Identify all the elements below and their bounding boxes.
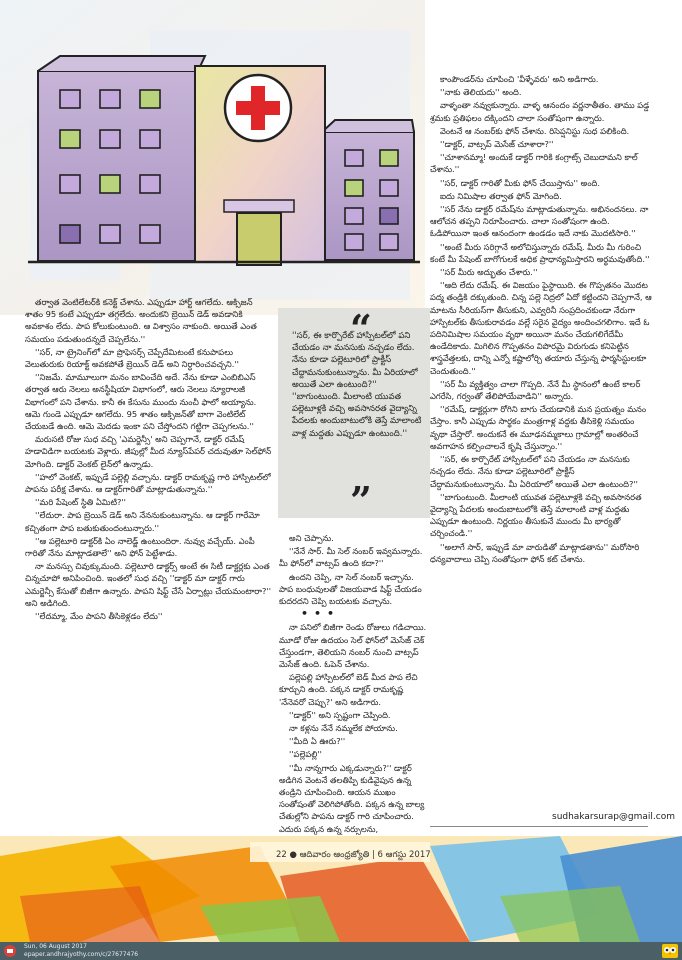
status-date: Sun, 06 August 2017 — [24, 943, 87, 950]
paragraph: తర్వాత వెంటిలేటర్‌కి కనెక్ట్ చేశాను. ఎప్పుడూ హార్ట్ ఆగలేదు. ఆక్సిజన్ శాతం 95 కంటే ఎప్పుడూ తగ్గలేదు. అందుకని బ్రెయిన్ డెడ్ అవడానికి అవకాశం లేదు. పాప కోలుకుంటుంది. ఆ విశ్వాసం నాకుంది. అయితే ఎంత సమయం పడుతుందన్నదే చెప్పలేను.'' — [25, 297, 257, 344]
epaper-status-bar — [0, 942, 682, 960]
paragraph: ''మీది ఏ ఊరు?'' — [289, 736, 346, 747]
paragraph: కాంపౌండర్‌ను చూపించి 'వీళ్ళేవరు' అని అడిగారు. — [440, 74, 599, 84]
hospital-illustration — [0, 0, 425, 315]
paragraph: ''బాగుంటుంది. మీలాంటి యువత పల్లెటూళ్లకి వచ్చి అవసానరత వైద్యాన్ని పేదలకు అందుబాటులోకి తెస్తే మాలాంటి వాళ్ల మద్దతు ఎప్పుడూ ఉంటుంది. నిర్ణయం తీసుకునే ముందు మీ భార్యతో చర్చించండి.'' — [430, 491, 642, 539]
paragraph: ''సర్, ఈ కార్పొరేట్ హాస్పిటల్‌లో పని చేయడం నా మనసుకు నచ్చడం లేదు. నేను కూడా పల్లెటూరిలో ప్రాక్టీస్ చేద్దామనుకుంటున్నాను. మీ ఏరియాలో అయితే ఎలా ఉంటుంది?'' — [430, 454, 638, 489]
quote-close-icon: ” — [350, 478, 372, 523]
paragraph: ''పల్లెపల్లి'' — [289, 749, 322, 760]
paragraph: ''మరి పేషెంట్ స్థితి ఏమిటి?'' — [35, 497, 126, 508]
paragraph: మరుసటి రోజు సుధ వచ్చి 'ఎమర్జెన్సీ' అని చెప్పగానే, డాక్టర్ రమేష్ హడావిడిగా బయటకు వెళ్లారు. జీపుల్లో మీద న్యూస్‌పేపర్ చదువుతూ సెల్‌ఫోన్ మోగింది. డాక్టర్ వెంకట్ లైన్‌లో ఉన్నాడు. — [25, 434, 272, 469]
paragraph: ''డాక్టర్'' అని స్పష్టంగా చెప్పింది. — [289, 709, 391, 720]
paragraph: ''మీ నాన్నగారు ఎక్కడున్నారు?'' డాక్టర్ అడిగిన వెంటనే తలతిప్పి కుడివైపున ఉన్న తండ్రిని చూపించింది. ఆయన ముఖం సంతోషంతో వెలిగిపోతోంది. పక్కన ఉన్న బాల్య చేతుల్లోని పాపను డాక్టర్ గారి చూపించారు. ఎదురు పక్కన ఉన్న నర్సులను, — [279, 762, 425, 834]
paragraph: ''లేదమ్మా, మేం పాపని తీసికెళ్లడం లేదు'' — [35, 611, 163, 622]
page-folio: 22 ● ఆదివారం ఆంధ్రజ్యోతి | 6 ఆగస్టు 2017 — [276, 850, 431, 860]
paragraph: ''నేనే సార్. మీ సెల్ నంబర్ ఇవ్వమన్నారు. మీ ఫోన్‌లో వాట్సప్ ఉంది కదా?'' — [279, 546, 423, 569]
paragraph: అని చెప్పాను. — [289, 533, 334, 543]
paragraph: నా పనిలో బిజీగా రెండు రోజులు గడిచాయి. మూడో రోజు ఉదయం సెల్ ఫోన్‌లో మెసేజ్ చెక్ చేస్తుండగా, తెలియని నంబర్ నుంచి వాట్సప్ మెసేజ్ ఉంది. ఓపెన్ చేశాను. — [279, 622, 427, 670]
paragraph: ''సర్, డాక్టర్ గారితో మీకు ఫోన్ చేయిస్తాను'' అంది. — [440, 177, 601, 188]
paragraph: ''నాకు తెలియదు'' అంది. — [440, 87, 522, 98]
quote-open-icon: “ — [350, 306, 372, 351]
owl-icon[interactable] — [662, 944, 678, 958]
andhrajyothy-logo-icon — [3, 944, 17, 958]
paragraph: పల్లెపల్లి హాస్పిటల్‌లో బెడ్‌ మీద పాప లేచి కూర్చుని ఉంది. పక్కన డాక్టర్ రామకృష్ణ 'నేనెవరో చెప్పు?' అని అడిగారు. — [279, 672, 418, 707]
paragraph: ''చూశానమ్మా! అందుకే డాక్టర్ గారికి కంగ్రాట్స్ చెబుదామని కాల్ చేశాను.'' — [430, 152, 638, 175]
section-break: ••• — [301, 607, 341, 621]
paragraph: వెంటనే ఆ నంబర్‌కు ఫోన్ చేశాను. రిసెప్షనిస్టు సుధ పలికింది. — [440, 125, 630, 136]
author-email: sudhakarsurap@gmail.com — [552, 812, 675, 822]
paragraph: ఉందని చెప్పి, నా సెల్ నంబర్ ఇచ్చాను. పాప బంధువులతో విజయవాడ షిఫ్ట్ చేయడం కుదరదని చెప్పి బయటకు వచ్చాను. — [279, 571, 422, 607]
article-column-right — [430, 73, 652, 566]
paragraph: ''అలాగే సార్, ఇప్పుడే మా వారుడితో మాట్లాడతాను'' మరోసారి ధన్యవాదాలు చెప్పి సంతోషంగా ఫోన్ కట్ చేశాను. — [430, 541, 640, 564]
paragraph: ఐదు నిమిషాల తర్వాత ఫోన్ మోగింది. — [440, 190, 562, 201]
paragraph: ''అంటే మీరు సరిగ్గానే అలోచిస్తున్నారు రమేష్. మీరు మీ గురించి కంటే మీ పేషెంట్ బాగోగులకే అధిక ప్రాధాన్యమిస్తారని అర్థమవుతోంది.'' — [430, 241, 650, 264]
paragraph: నా కళ్లను నేనే నమ్మలేక పోయాను. — [289, 723, 398, 734]
paragraph: వాళ్ళంతా నవ్వుకున్నారు. వాళ్ళ ఆనందం వర్ణనాతీతం. తాము పడ్డ శ్రమకు ప్రతిఫలం దక్కిందని చాలా సంతోషంగా ఉన్నారు. — [430, 100, 650, 123]
article-column-left — [25, 296, 273, 623]
status-url[interactable]: epaper.andhrajyothy.com/c/27677476 — [24, 951, 139, 958]
paragraph: ''ఆ పల్లెటూరి డాక్టర్‌కి ఏం నాలెడ్జ్ ఉంటుందిరా. నువ్వు వచ్చేయ్. ఎంపీ గారితో నేను మాట్లాడతాలే'' అని ఫోన్ పెట్టేశాడు. — [25, 535, 255, 559]
paragraph: ''సర్ నేను డాక్టర్ రమేష్‌ను మాట్లాడుతున్నాను. అభినందనలు. నా ఆలోచన తప్పని నిరూపించారు. చాలా సంతోషంగా ఉంది. ఓడిపోయినా ఇంత ఆనందంగా ఉండడం ఇదే నాకు మొదటిసారి.'' — [430, 204, 649, 239]
paragraph: నా మనస్సు చివుక్కుమంది. పల్లెటూరి డాక్టర్స్ అంటే ఈ సిటీ డాక్టర్లకు ఎంత చిన్నచూపో అనిపించింది. ఇంతలో సుధ వచ్చి ''డాక్టర్ మా డాక్టర్ గారు ఎమర్జెన్సీ కేసుతో బిజీగా ఉన్నారు. పాపని షిఫ్ట్ చేసే ఏర్పాట్లు చేయమంటారా?'' అని అడిగింది. — [25, 561, 271, 608]
email-rule — [430, 826, 648, 827]
article-column-middle — [279, 532, 429, 836]
pull-quote-box — [278, 306, 430, 523]
paragraph: ''హలో వెంకట్, ఇప్పుడే పల్లెల్లి వచ్చాను. డాక్టర్ రామకృష్ణ గారి హాస్పిటల్‌లో పాపను పరీక్ష చేశాను. ఆ డాక్టర్‌గారితో మాట్లాడుతున్నాను.'' — [25, 471, 271, 495]
paragraph: ''డాక్టర్, వాట్సప్ మెసేజ్ చూశారా?'' — [440, 139, 554, 150]
paragraph: ''లేదురా. పాప బ్రెయిన్ డెడ్ అని నేననుకుంటున్నాను. ఆ డాక్టర్ గారేమో కచ్చితంగా పాప బతుకుతుందంటున్నారు.'' — [25, 510, 260, 533]
paragraph: ''నిజమే. మామూలుగా మనం బావించేది అదే. నేను కూడా ఎంబిబిఎస్ తర్వాత ఆరు నెలలు అనస్థీషియా విభాగంలో, ఆరు నెలలు న్యూరాలజీ విభాగంలో పని చేశాను. కానీ ఈ కేసును ముందు నుంచీ ఫాలో అయ్యాను. ఆమె గుండె ఎప్పుడూ ఆగలేదు. 95 శాతం ఆక్సిజన్‌తో బాగా వెంటిలేట్ చేయబడే ఉంది. ఆమె మెదడు ఇంకా పని చేస్తోందని గట్టిగా చెప్పగలను.'' — [25, 372, 257, 432]
paragraph: ''సర్ మీ వ్యక్తిత్వం చాలా గొప్పది. నేనే మీ స్థానంలో ఉంటే కాలర్ ఎగరేసి, గర్వంతో తేలిపోయేవాడిని'' అన్నారు. — [430, 378, 641, 402]
paragraph: ''రమేష్, డాక్టర్లుగా రోగిని బాగు చేయడానికి మన ప్రయత్నం మనం చేస్తాం. కానీ ఎప్పుడు సార్థకం మంత్రగాళ్ల వద్దకు తీసికెళ్లి సమయం వృథా చేస్తారో. అందుకనే ఈ మూఢనమ్మకాలు గ్రామాల్లో అంతరించే అవగాహన కల్పించాలనే కృషి చేస్తున్నాం.'' — [430, 404, 647, 451]
pull-quote-text: ''సర్, ఈ కార్పొరేట్ హాస్పిటల్‌లో పని చేయడం నా మనసుకు నచ్చడం లేదు. నేను కూడా పల్లెటూరిలో ప్రాక్టీస్ చేద్దామనుకుంటున్నాను. మీ ఏరియాలో అయితే ఎలా ఉంటుంది?'' ''బాగుంటుంది. మీలాంటి యువత పల్లెటూళ్లకి వచ్చి అవసానరత వైద్యాన్ని పేదలకు అందుబాటులోకి తెస్తే మాలాంటి వాళ్ల మద్దతు ఎప్పుడూ ఉంటుంది.'' — [292, 331, 422, 439]
paragraph: ''సర్ మీరు అద్భుతం చేశారు.'' — [440, 267, 538, 278]
paragraph: ''సర్, నా ట్రైనింగ్‌లో మా ప్రొఫెసర్స్ చెప్పేదేమిటంటే కనుపాపలు వెలుతురుకు రియాక్ట్ అవకపోతే బ్రెయిన్ డెడ్ అని నిర్ధారించవచ్చని.'' — [25, 346, 239, 370]
paragraph: ''ఆది లేదు రమేష్. ఈ విజయం పైస్థాయిది. ఈ గొప్పతనం మొదట పద్మ తండ్రికి దక్కుతుంది. చిన్న పల్లె నిద్రలో ఏదో కట్టిందని చెప్పగానే, ఆ మాటను సీరియస్‌గా తీసుకుని, ఎవ్వరినీ సంప్రదించకుండా నేరుగా హాస్పిటల్‌కు తీసుకురావడం వల్లే సరైన వైద్యం అందించగలిగాం. ఇదే ఓ పదినిమిషాల సమయం వృథా అయినా మనం చేయగలిగేదేమీ ఉండేదికాదు. మిగిలిన గొప్పతనం విపొరమై విరుగుడు కనిపెట్టిన శాస్త్రవేత్తలకు, దాన్ని ఎన్నో కష్టాలోర్చి తయారు చేస్తున్న ఫార్మసిస్టులకూ చెందుతుంది.'' — [430, 280, 652, 376]
